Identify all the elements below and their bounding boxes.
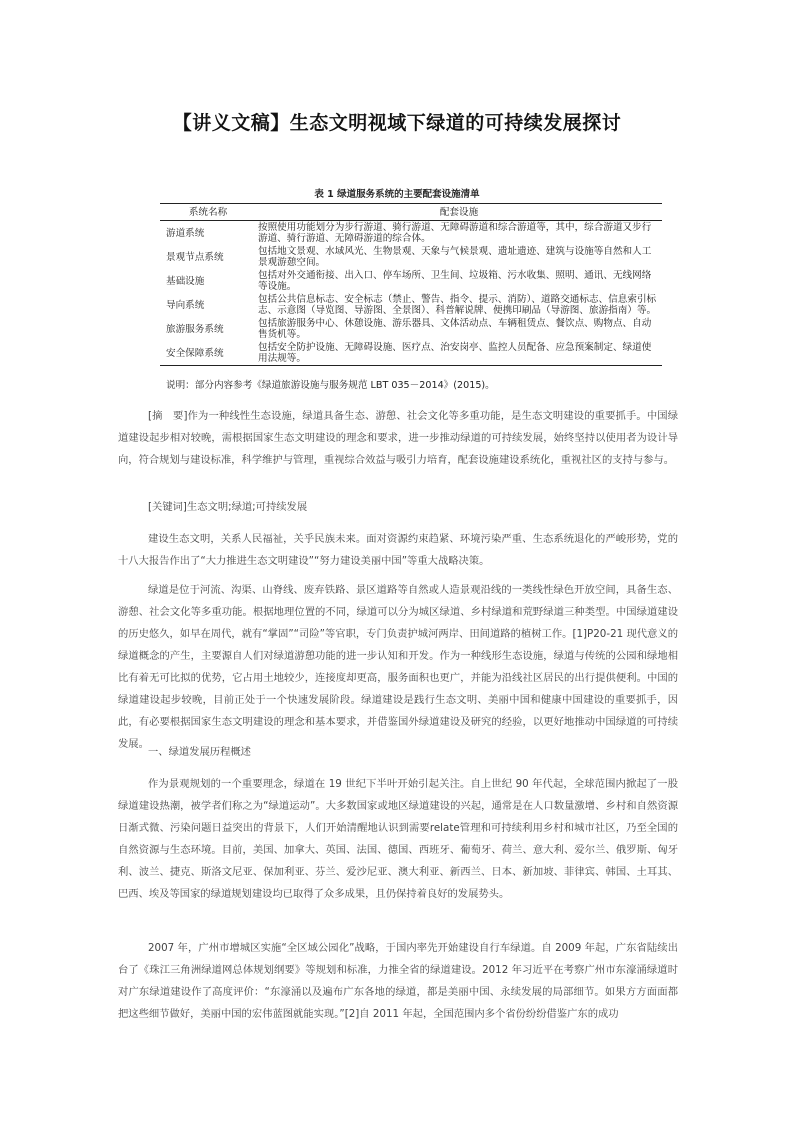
row-system-name: 导向系统 <box>166 299 205 311</box>
table-note: 说明：部分内容参考《绿道旅游设施与服务规范 LBT 035－2014》(2015)。 <box>166 380 495 391</box>
table-row <box>160 269 662 293</box>
row-system-name: 安全保障系统 <box>160 341 256 366</box>
body-paragraph-3: 作为景观规划的一个重要理念，绿道在 19 世纪下半叶开始引起关注。自上世纪 90 年代起，全球范围内掀起了一股绿道建设热潮，被学者们称之为“绿道运动”。大多数国家或地区绿道建设的兴起，通常是在人口数量激增、乡村和自然资源日渐式微、污染问题日益突出的背景下，人们开始清醒地认识到需要relate管理和可持续利用乡村和城市社区，乃至全国的自然资源与生态环境。目前，美国、加拿大、英国、法国、德国、西班牙、葡萄牙、荷兰、意大利、爱尔兰、俄罗斯、匈牙利、波兰、捷克、斯洛文尼亚、保加利亚、芬兰、爱沙尼亚、澳大利亚、新西兰、日本、新加坡、菲律宾、韩国、土耳其、巴西、埃及等国家的绿道规划建设均已取得了众多成果，且仍保持着良好的发展势头。 <box>118 778 678 900</box>
row-facilities: 包括安全防护设施、无障碍设施、医疗点、治安岗亭、监控人员配备、应急预案制定、绿道使用法规等。 <box>256 341 662 366</box>
table-row <box>160 317 662 341</box>
row-system-name: 基础设施 <box>166 275 205 287</box>
document-title: 【讲义文稿】生态文明视域下绿道的可持续发展探讨 <box>172 112 622 134</box>
table-row <box>160 221 662 246</box>
row-facilities: 包括地文景观、水域风光、生物景观、天象与气候景观、遗址遗迹、建筑与设施等自然和人工景观游憩空间。 <box>258 246 652 268</box>
keywords-paragraph: [关键词]生态文明;绿道;可持续发展 <box>148 501 308 513</box>
body-paragraph-4: 2007 年，广州市增城区实施“全区域公园化”战略，于国内率先开始建设自行车绿道。自 2009 年起，广东省陆续出台了《珠江三角洲绿道网总体规划纲要》等规划和标准，力推全省的绿道建设。2012 年习近平在考察广州市东濠涌绿道时对广东绿道建设作了高度评价：“东濠涌以及遍布广东各地的绿道，都是美丽中国、永续发展的局部细节。如果方方面面都把这些细节做好，美丽中国的宏伟蓝图就能实现。”[2]自 2011 年起，全国范围内多个省份纷纷借鉴广东的成功 <box>118 942 678 1020</box>
row-system-name: 旅游服务系统 <box>166 323 224 335</box>
table-row <box>160 245 662 269</box>
row-facilities: 包括对外交通衔接、出入口、停车场所、卫生间、垃圾箱、污水收集、照明、通讯、无线网络等设施。 <box>258 270 652 292</box>
abstract-paragraph: [摘 要]作为一种线性生态设施，绿道具备生态、游憩、社会文化等多重功能，是生态文明建设的重要抓手。中国绿道建设起步相对较晚，需根据国家生态文明建设的理念和要求，进一步推动绿道的可持续发展，始终坚持以使用者为设计导向，符合规划与建设标准，科学维护与管理，重视综合效益与吸引力培育，配套设施建设系统化，重视社区的支持与参与。 <box>118 410 678 466</box>
header-facilities: 配套设施 <box>256 204 662 221</box>
table-row <box>160 341 662 366</box>
row-facilities: 包括公共信息标志、安全标志（禁止、警告、指令、提示、消防）、道路交通标志、信息索引标志、示意图（导览图、导游图、全景图）、科普解说牌、便携印刷品（导游图、旅游指南）等。 <box>258 294 657 316</box>
table-row <box>160 293 662 317</box>
body-paragraph-2: 绿道是位于河流、沟渠、山脊线、废弃铁路、景区道路等自然或人造景观沿线的一类线性绿色开放空间，具备生态、游憩、社会文化等多重功能。根据地理位置的不同，绿道可以分为城区绿道、乡村绿道和荒野绿道三种类型。中国绿道建设的历史悠久，如早在周代，就有“掌固”“司险”等官职，专门负责护城河两岸、田间道路的植树工作。[1]P20-21 现代意义的绿道概念的产生，主要源自人们对绿道游憩功能的进一步认知和开发。作为一种线形生态设施，绿道与传统的公园和绿地相比有着无可比拟的优势，它占用土地较少，连接度却更高，服务面积也更广，并能为沿线社区居民的出行提供便利。中国的绿道建设起步较晚，目前正处于一个快速发展阶段。绿道建设是践行生态文明、美丽中国和健康中国建设的重要抓手，因此，有必要根据国家生态文明建设的理念和基本要求，并借鉴国外绿道建设及研究的经验，以更好地推动中国绿道的可持续发展。 <box>118 584 678 750</box>
section-heading-1: 一、绿道发展历程概述 <box>148 746 251 758</box>
facilities-table <box>160 203 662 366</box>
row-facilities: 包括旅游服务中心、休憩设施、游乐器具、文体活动点、车辆租赁点、餐饮点、购物点、自动售货机等。 <box>258 318 652 340</box>
body-paragraph-1: 建设生态文明，关系人民福祉，关乎民族未来。面对资源约束趋紧、环境污染严重、生态系统退化的严峻形势，党的十八大报告作出了“大力推进生态文明建设”“努力建设美丽中国”等重大战略决策。 <box>118 533 678 567</box>
row-system-name: 景观节点系统 <box>166 251 224 263</box>
table-header-row <box>160 204 662 221</box>
table-caption: 表 1 绿道服务系统的主要配套设施清单 <box>314 189 480 200</box>
header-system-name: 系统名称 <box>160 204 256 221</box>
row-system-name: 游道系统 <box>166 227 205 239</box>
row-facilities: 按照使用功能划分为步行游道、骑行游道、无障碍游道和综合游道等，其中，综合游道又步行游道、骑行游道、无障碍游道的综合体。 <box>258 222 652 244</box>
